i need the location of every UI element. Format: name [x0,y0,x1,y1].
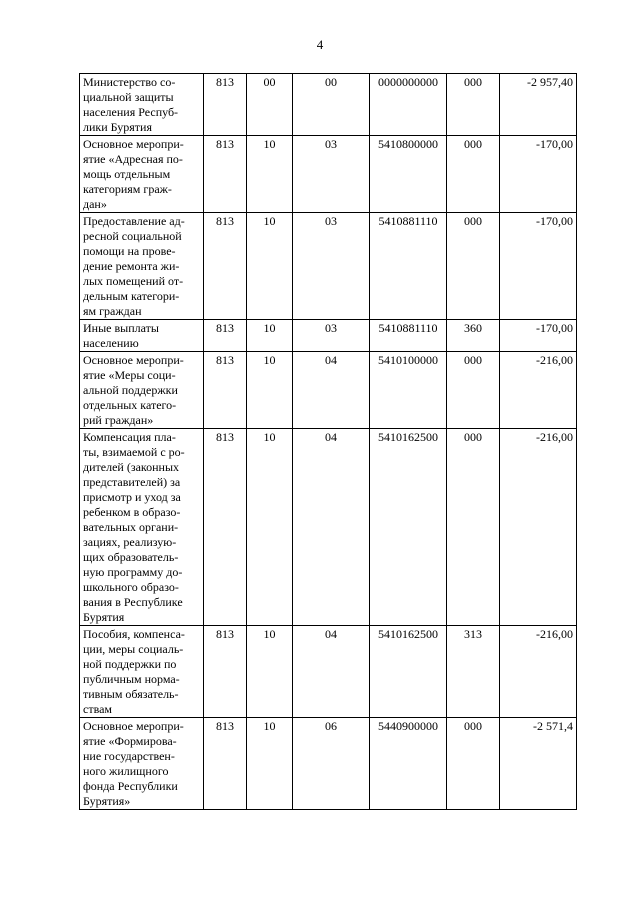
table-row [80,429,577,626]
cell-section-code: 10 [247,136,293,213]
cell-subsection-code: 04 [293,626,370,718]
item-name-line: вания в Республике [83,595,183,609]
table-row [80,320,577,352]
cell-section-code: 10 [247,626,293,718]
item-name-line: ции, меры социаль- [83,642,184,656]
table-row [80,626,577,718]
item-name-line: ние государствен- [83,749,175,763]
cell-target-article: 0000000000 [370,74,447,136]
item-name-line: ствам [83,702,112,716]
cell-amount: -170,00 [500,136,577,213]
cell-subsection-code: 03 [293,213,370,320]
item-name-line: Министерство со- [83,75,176,89]
cell-ministry-code: 813 [204,320,247,352]
item-name-line: фонда Республики [83,779,178,793]
cell-item-name [80,352,204,429]
item-name-line: циальной защиты [83,90,174,104]
item-name-line: ятие «Формирова- [83,734,177,748]
table-row [80,136,577,213]
item-name-line: щих образователь- [83,550,179,564]
item-name-line: школьного образо- [83,580,179,594]
cell-amount: -170,00 [500,320,577,352]
cell-item-name [80,213,204,320]
item-name-line: ресной социальной [83,229,182,243]
table-row [80,718,577,810]
cell-target-article: 5410881110 [370,213,447,320]
item-name-line: альной поддержки [83,383,178,397]
table-row [80,213,577,320]
table-row [80,352,577,429]
item-name-line: мощь отдельным [83,167,171,181]
item-name-line: населения Респуб- [83,105,179,119]
cell-item-name [80,74,204,136]
item-name-line: Предоставление ад- [83,214,185,228]
item-name-line: представителей) за [83,475,181,489]
cell-expense-type: 000 [447,429,500,626]
cell-expense-type: 000 [447,74,500,136]
cell-subsection-code: 06 [293,718,370,810]
item-name-line: населению [83,336,139,350]
table-body [80,74,577,810]
item-name-line: Основное меропри- [83,353,184,367]
item-name-line: дельным категори- [83,289,180,303]
cell-expense-type: 000 [447,718,500,810]
cell-ministry-code: 813 [204,626,247,718]
cell-expense-type: 360 [447,320,500,352]
item-name-line: вательных органи- [83,520,179,534]
cell-subsection-code: 04 [293,352,370,429]
cell-amount: -2 571,4 [500,718,577,810]
cell-subsection-code: 00 [293,74,370,136]
item-name-line: дителей (законных [83,460,180,474]
item-name-line: присмотр и уход за [83,490,181,504]
cell-ministry-code: 813 [204,136,247,213]
cell-ministry-code: 813 [204,429,247,626]
item-name-line: ятие «Адресная по- [83,152,183,166]
cell-amount: -2 957,40 [500,74,577,136]
cell-ministry-code: 813 [204,74,247,136]
item-name-line: тивным обязатель- [83,687,179,701]
cell-target-article: 5410162500 [370,429,447,626]
cell-item-name [80,626,204,718]
cell-target-article: 5410881110 [370,320,447,352]
cell-item-name [80,718,204,810]
item-name-line: зациях, реализую- [83,535,177,549]
cell-target-article: 5410800000 [370,136,447,213]
cell-expense-type: 000 [447,213,500,320]
item-name-line: отдельных катего- [83,398,177,412]
cell-section-code: 10 [247,718,293,810]
item-name-line: ную программу до- [83,565,183,579]
item-name-line: Бурятия» [83,794,131,808]
budget-table [79,73,577,810]
item-name-line: дение ремонта жи- [83,259,180,273]
item-name-line: дан» [83,197,107,211]
cell-amount: -216,00 [500,429,577,626]
cell-amount: -216,00 [500,352,577,429]
item-name-line: публичным норма- [83,672,180,686]
cell-section-code: 10 [247,429,293,626]
cell-item-name [80,136,204,213]
cell-amount: -216,00 [500,626,577,718]
item-name-line: Иные выплаты [83,321,159,335]
item-name-line: рий граждан» [83,413,154,427]
cell-ministry-code: 813 [204,213,247,320]
item-name-line: Пособия, компенса- [83,627,185,641]
cell-expense-type: 000 [447,136,500,213]
item-name-line: Бурятия [83,610,125,624]
cell-section-code: 10 [247,352,293,429]
cell-target-article: 5410100000 [370,352,447,429]
item-name-line: ям граждан [83,304,142,318]
cell-target-article: 5410162500 [370,626,447,718]
item-name-line: лики Бурятия [83,120,152,134]
cell-ministry-code: 813 [204,352,247,429]
cell-ministry-code: 813 [204,718,247,810]
item-name-line: Основное меропри- [83,137,184,151]
cell-section-code: 10 [247,213,293,320]
cell-item-name [80,320,204,352]
item-name-line: ной поддержки по [83,657,177,671]
item-name-line: помощи на прове- [83,244,176,258]
item-name-line: ребенком в образо- [83,505,181,519]
cell-target-article: 5440900000 [370,718,447,810]
item-name-line: ного жилищного [83,764,169,778]
item-name-line: ты, взимаемой с ро- [83,445,185,459]
item-name-line: лых помещений от- [83,274,184,288]
item-name-line: ятие «Меры соци- [83,368,176,382]
cell-section-code: 10 [247,320,293,352]
table-row [80,74,577,136]
cell-section-code: 00 [247,74,293,136]
cell-subsection-code: 04 [293,429,370,626]
item-name-line: категориям граж- [83,182,172,196]
cell-amount: -170,00 [500,213,577,320]
page-number: 4 [316,37,324,52]
cell-expense-type: 313 [447,626,500,718]
item-name-line: Основное меропри- [83,719,184,733]
cell-expense-type: 000 [447,352,500,429]
cell-subsection-code: 03 [293,320,370,352]
cell-subsection-code: 03 [293,136,370,213]
item-name-line: Компенсация пла- [83,430,176,444]
cell-item-name [80,429,204,626]
